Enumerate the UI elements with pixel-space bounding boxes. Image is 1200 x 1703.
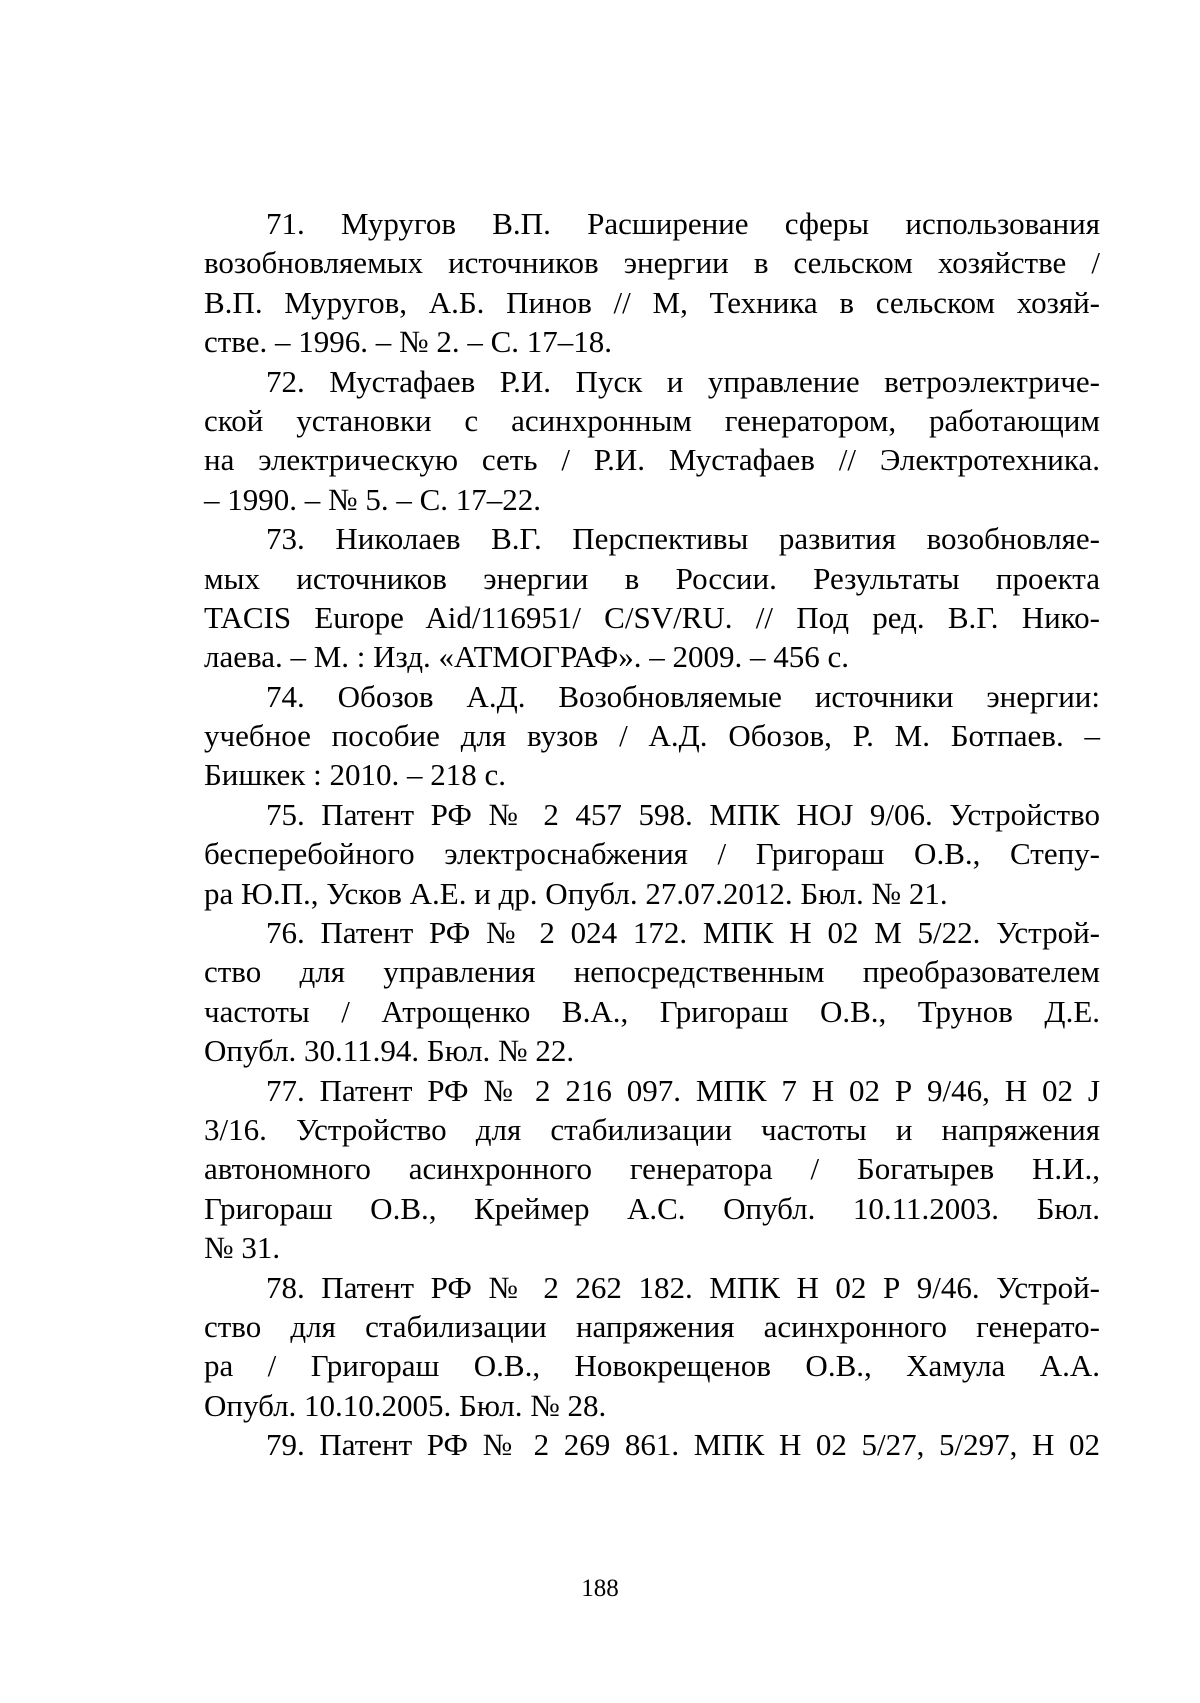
reference-item (204, 1268, 1100, 1426)
reference-line: Опубл. 10.10.2005. Бюл. № 28. (204, 1387, 607, 1423)
reference-line: TACIS Europe Aid/116951/ C/SV/RU. // Под ред. В.Г. Нико- (204, 599, 1100, 635)
reference-item (204, 913, 1100, 1071)
reference-line: на электрическую сеть / Р.И. Мустафаев // Электротехника. (204, 442, 1100, 478)
reference-line: бесперебойного электроснабжения / Григораш О.В., Степу- (204, 836, 1100, 872)
reference-line: Опубл. 30.11.94. Бюл. № 22. (204, 1033, 575, 1069)
reference-line: ство для управления непосредственным преобразователем (204, 954, 1100, 990)
reference-first-line: 74. Обозов А.Д. Возобновляемые источники энергии: (266, 678, 1100, 714)
reference-line: ра Ю.П., Усков А.Е. и др. Опубл. 27.07.2012. Бюл. № 21. (204, 875, 948, 911)
reference-first-line: 78. Патент РФ № 2 262 182. МПК Н 02 Р 9/46. Устрой- (266, 1269, 1100, 1305)
reference-line: ской установки с асинхронным генератором, работающим (204, 402, 1100, 438)
reference-item (204, 204, 1100, 362)
reference-line: мых источников энергии в России. Результаты проекта (204, 560, 1100, 596)
reference-list (204, 204, 1100, 1465)
reference-first-line: 72. Мустафаев Р.И. Пуск и управление ветроэлектриче- (266, 363, 1100, 399)
reference-first-line: 75. Патент РФ № 2 457 598. МПК HOJ 9/06. Устройство (266, 796, 1100, 832)
reference-first-line: 77. Патент РФ № 2 216 097. МПК 7 Н 02 Р 9/46, Н 02 J (266, 1072, 1100, 1108)
reference-item (204, 362, 1100, 520)
reference-item (204, 1425, 1100, 1464)
reference-line: стве. – 1996. – № 2. – С. 17–18. (204, 324, 613, 360)
reference-item (204, 677, 1100, 795)
reference-first-line: 73. Николаев В.Г. Перспективы развития возобновляе- (266, 521, 1100, 557)
reference-first-line: 76. Патент РФ № 2 024 172. МПК Н 02 М 5/22. Устрой- (266, 915, 1100, 951)
reference-line: Григораш О.В., Креймер А.С. Опубл. 10.11.2003. Бюл. (204, 1190, 1100, 1226)
reference-line: ство для стабилизации напряжения асинхронного генерато- (204, 1308, 1100, 1344)
reference-line: В.П. Муругов, А.Б. Пинов // М, Техника в сельском хозяй- (204, 284, 1100, 320)
reference-line: ра / Григораш О.В., Новокрещенов О.В., Хамула А.А. (204, 1348, 1100, 1384)
page-number: 188 (581, 1575, 619, 1602)
reference-item (204, 795, 1100, 913)
reference-line: 3/16. Устройство для стабилизации частоты и напряжения (204, 1111, 1100, 1147)
reference-line: частоты / Атрощенко В.А., Григораш О.В., Трунов Д.Е. (204, 993, 1100, 1029)
reference-line: возобновляемых источников энергии в сельском хозяйстве / (204, 245, 1100, 281)
reference-line: автономного асинхронного генератора / Богатырев Н.И., (204, 1151, 1100, 1187)
reference-line: Бишкек : 2010. – 218 с. (204, 757, 506, 793)
reference-line: – 1990. – № 5. – С. 17–22. (204, 481, 542, 517)
reference-item (204, 1071, 1100, 1268)
reference-item (204, 519, 1100, 677)
reference-first-line: 71. Муругов В.П. Расширение сферы использования (266, 206, 1100, 241)
reference-line: № 31. (204, 1230, 281, 1266)
reference-first-line: 79. Патент РФ № 2 269 861. МПК Н 02 5/27, 5/297, Н 02 (266, 1427, 1100, 1463)
reference-line: лаева. – М. : Изд. «АТМОГРАФ». – 2009. – 456 с. (204, 639, 850, 675)
reference-line: учебное пособие для вузов / А.Д. Обозов, Р. М. Ботпаев. – (204, 718, 1100, 754)
